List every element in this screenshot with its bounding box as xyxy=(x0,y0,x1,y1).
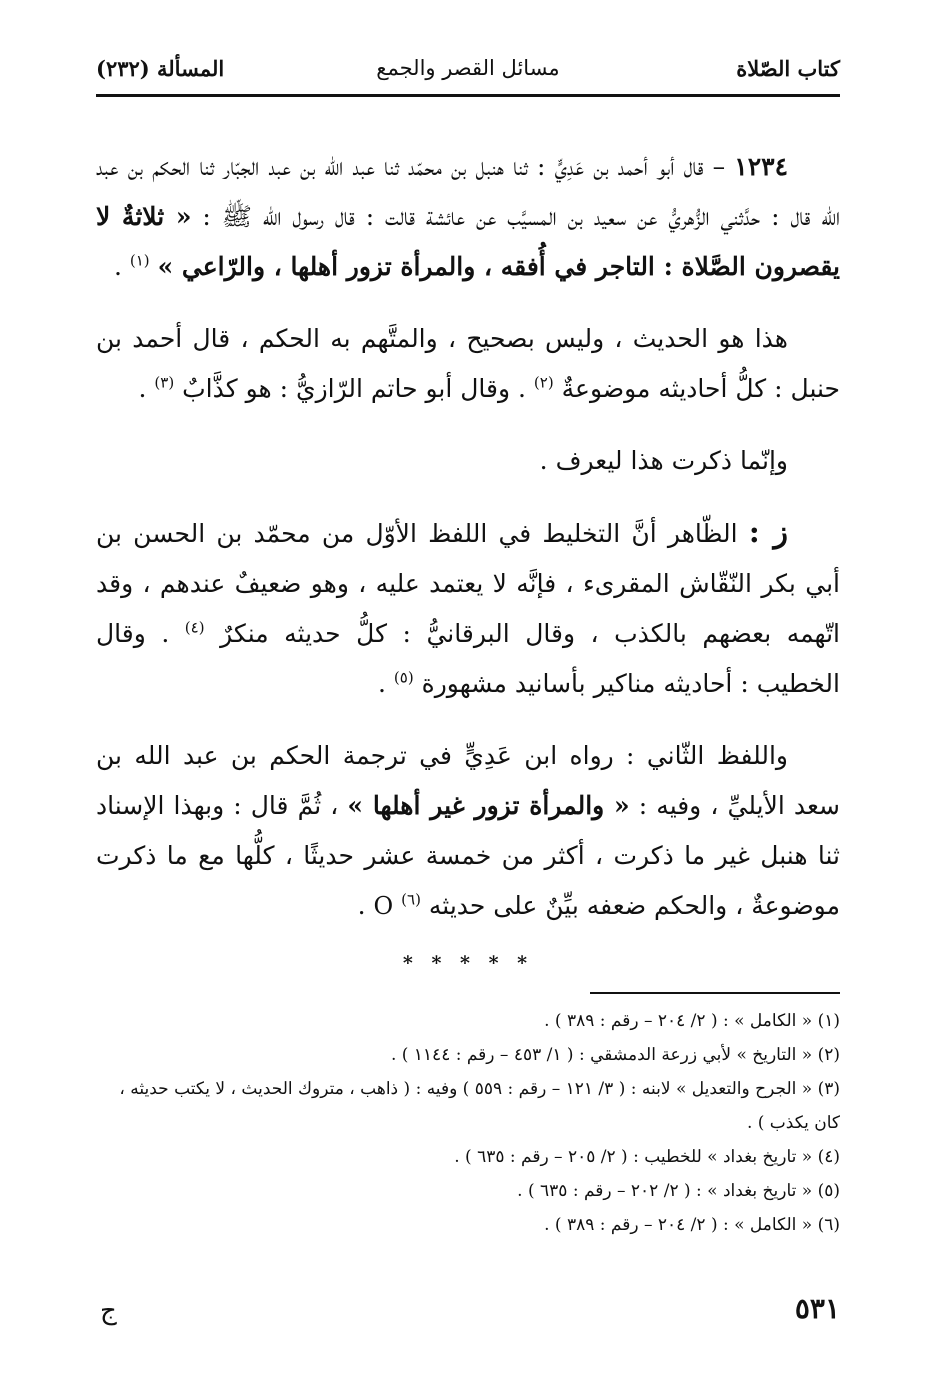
footnote-3: (٣) « الجرح والتعديل » لابنه : ( ٣/ ١٢١ – رقم : ٥٥٩ ) وفيه : ( ذاهب ، متروك الحديث ، لا يكتب حديثه ، كان يكذب ) . xyxy=(119,1079,840,1133)
paragraph-note xyxy=(96,436,840,486)
isnad-text: – قال أبو أحمد بن عَدِيٍّ : ثنا هنبل بن محمّد ثنا عبد الله بن عبد الجبّار ثنا الحكم بن عبد الله قال : حدَّثني الزُّهريُّ عن سعيد بن المسيَّب عن عائشة قالت : قال رسول الله ﷺ : xyxy=(96,152,840,231)
footnote-1: (١) « الكامل » : ( ٢/ ٢٠٤ – رقم : ٣٨٩ ) . xyxy=(544,1011,840,1031)
paragraph-second-wording xyxy=(96,731,840,931)
second-text-c: . xyxy=(357,891,374,920)
second-quote: « والمرأة تزور غير أهلها » xyxy=(347,791,630,820)
section-separator: * * * * * xyxy=(402,952,534,974)
footnote-ref-3[interactable]: (٣) xyxy=(154,373,175,392)
note-text: وإنّما ذكرت هذا ليعرف . xyxy=(539,446,788,475)
header-book-title: كتاب الصّلاة xyxy=(736,56,840,81)
footnote-ref-2[interactable]: (٢) xyxy=(533,373,554,392)
footnotes-list xyxy=(96,1004,840,1242)
footnote-2: (٢) « التاريخ » لأبي زرعة الدمشقي : ( ١/ ٤٥٣ – رقم : ١١٤٤ ) . xyxy=(390,1045,840,1065)
paragraph-addition xyxy=(96,508,840,709)
addition-mark: ز : xyxy=(748,515,788,550)
addition-text-a: الظّاهر أنَّ التخليط في اللفظ الأوّل من محمّد بن الحسن بن أبي بكر النّقّاش المقرىء ، فإنَّه لا يعتمد عليه ، وهو ضعيفٌ عندهم ، وقد اتّهمه بعضهم بالكذب ، وقال البرقانيُّ : كلُّ حديثه منكرٌ xyxy=(96,519,840,648)
footnote-ref-5[interactable]: (٥) xyxy=(393,668,414,687)
commentary-text-a: هذا هو الحديث ، وليس بصحيح ، والمتَّهم به الحكم ، قال أحمد بن حنبل : كلُّ أحاديثه موضوعةٌ xyxy=(96,324,840,403)
addition-text-c: . xyxy=(377,669,394,698)
footnote-ref-1[interactable]: (١) xyxy=(129,251,150,270)
commentary-text-c: . xyxy=(138,374,155,403)
footnote-ref-6[interactable]: (٦) xyxy=(401,890,421,909)
page-number: ٥٣١ xyxy=(794,1292,840,1325)
addition-text-b: . وقال الخطيب : أحاديثه مناكير بأسانيد مشهورة xyxy=(96,619,840,698)
sentence-end: . xyxy=(113,252,130,281)
signature-mark: ج xyxy=(100,1296,117,1326)
end-circle-icon: O xyxy=(373,892,394,920)
hadith-number: ١٢٣٤ xyxy=(734,152,788,181)
footnote-ref-4[interactable]: (٤) xyxy=(184,618,205,637)
running-header xyxy=(96,52,840,88)
footnote-5: (٥) « تاريخ بغداد » : ( ٢/ ٢٠٢ – رقم : ٦٣٥ ) . xyxy=(517,1181,840,1201)
footnote-divider xyxy=(590,992,840,994)
footnote-6: (٦) « الكامل » : ( ٢/ ٢٠٤ – رقم : ٣٨٩ ) . xyxy=(544,1215,840,1235)
header-chapter-title: مسائل القصر والجمع xyxy=(376,56,560,80)
second-text-b: ، ثُمَّ قال : وبهذا الإسناد ثنا هنبل غير ما ذكرت ، أكثر من خمسة عشر حديثًا ، كلُّها مع ما ذكرت موضوعةٌ ، والحكم ضعفه بيِّنٌ على حديثه xyxy=(96,791,840,920)
second-text-a: واللفظ الثّاني : رواه ابن عَدِيٍّ في ترجمة الحكم بن عبد الله بن سعد الأيليِّ ، وفيه : xyxy=(96,741,840,820)
commentary-text-b: . وقال أبو حاتم الرّازيُّ : هو كذَّابٌ xyxy=(174,374,534,403)
hadith-quote: « ثلاثةٌ لا يقصرون الصَّلاة : التاجر في أُفقه ، والمرأة تزور أهلها ، والرّاعي » xyxy=(96,202,840,281)
paragraph-hadith-1234 xyxy=(96,142,840,292)
header-issue-number: المسألة (٢٣٢) xyxy=(96,56,225,81)
main-text xyxy=(96,142,840,953)
footnote-4: (٤) « تاريخ بغداد » للخطيب : ( ٢/ ٢٠٥ – رقم : ٦٣٥ ) . xyxy=(454,1147,840,1167)
header-divider xyxy=(96,94,840,97)
paragraph-commentary xyxy=(96,314,840,414)
